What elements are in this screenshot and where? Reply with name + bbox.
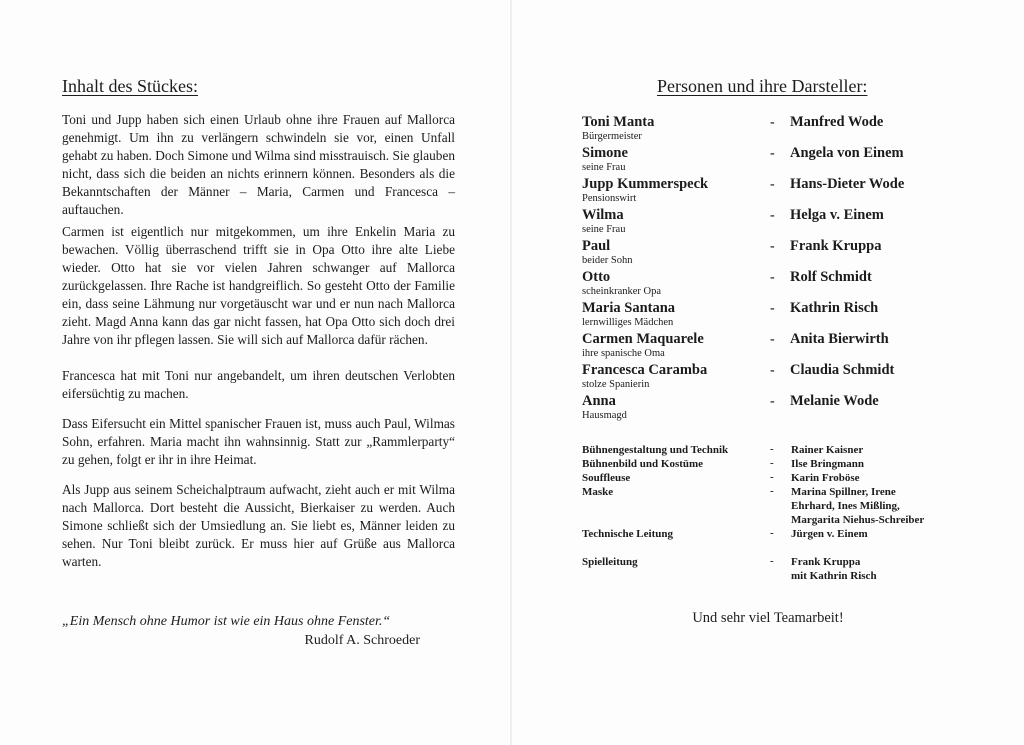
crew-label: Maske: [582, 486, 614, 498]
crew-dash: -: [770, 485, 774, 497]
quote-text: „Ein Mensch ohne Humor ist wie ein Haus ohne Fenster.“: [62, 614, 391, 629]
crew-label: Technische Leitung: [582, 528, 673, 540]
role-name: Francesca Caramba: [582, 362, 708, 378]
crew-value-line: Ehrhard, Ines Mißling,: [791, 500, 900, 512]
crew-value-line: Ilse Bringmann: [791, 458, 865, 470]
role-description: Pensionswirt: [582, 193, 637, 204]
closing-line: Und sehr viel Teamarbeit!: [692, 610, 844, 626]
role-description: Bürgermeister: [582, 131, 642, 142]
cast-role: [582, 145, 628, 174]
role-description: seine Frau: [582, 224, 626, 235]
paragraph-4: Dass Eifersucht ein Mittel spanischer Frauen ist, muss auch Paul, Wilmas Sohn, erfahren. Maria macht ihn wahnsinnig. Statt zur „Rammlerparty“ zu gehen, folgt er ihr in ihre Heimat.: [62, 416, 455, 467]
crew-value: [791, 527, 868, 541]
actor-name: Hans-Dieter Wode: [790, 176, 905, 192]
role-name: Wilma: [582, 207, 624, 223]
actor-name: Helga v. Einem: [790, 207, 884, 223]
role-name: Toni Manta: [582, 114, 655, 130]
role-description: beider Sohn: [582, 255, 633, 266]
cast-dash: -: [770, 146, 775, 161]
actor-name: Melanie Wode: [790, 393, 879, 409]
crew-value: [791, 471, 860, 485]
actor-name: Anita Bierwirth: [790, 331, 889, 347]
role-description: scheinkranker Opa: [582, 286, 662, 297]
cast-role: [582, 114, 654, 143]
cast-dash: -: [770, 270, 775, 285]
role-name: Jupp Kummerspeck: [582, 176, 709, 192]
crew-label: Bühnenbild und Kostüme: [582, 458, 704, 470]
role-name: Simone: [582, 145, 628, 161]
crew-value-line: Karin Froböse: [791, 472, 860, 484]
cast-dash: -: [770, 394, 775, 409]
actor-name: Claudia Schmidt: [790, 362, 895, 378]
paragraph-2: Carmen ist eigentlich nur mitgekommen, um ihre Enkelin Maria zu bewachen. Völlig überraschend trifft sie in Opa Otto ihre alte Liebe wieder. Otto hat sie vor vielen Jahren schwanger auf Mallorca zurückgelassen. Ihre Rache ist handgreiflich. So gesteht Otto der Familie ein, dass seine Lähmung nur vorgetäuscht war und er nun nach Mallorca zieht. Magd Anna kann das gar nicht fassen, hat Opa Otto sich doch drei Jahre von ihr pflegen lassen. Sie will sich auf Mallorca dafür rächen.: [62, 224, 455, 347]
cast-dash: -: [770, 177, 775, 192]
role-name: Otto: [582, 269, 611, 285]
quote-author: Rudolf A. Schroeder: [304, 633, 420, 648]
cast-role: [582, 238, 632, 267]
cast-dash: -: [770, 363, 775, 378]
role-name: Carmen Maquarele: [582, 331, 704, 347]
crew-dash: -: [770, 471, 774, 483]
cast-dash: -: [770, 239, 775, 254]
role-description: seine Frau: [582, 162, 626, 173]
cast-role: [582, 393, 627, 422]
cast-dash: -: [770, 332, 775, 347]
role-name: Paul: [582, 238, 611, 254]
crew-value-line: Marina Spillner, Irene: [791, 486, 896, 498]
crew-value: [791, 457, 864, 471]
content-heading: Inhalt des Stückes:: [62, 76, 198, 96]
actor-name: Frank Kruppa: [790, 238, 882, 254]
cast-dash: -: [770, 208, 775, 223]
actor-name: Rolf Schmidt: [790, 269, 872, 285]
crew-value-line: mit Kathrin Risch: [791, 570, 877, 582]
paragraph-5: Als Jupp aus seinem Scheichalptraum aufwacht, zieht auch er mit Wilma nach Mallorca. Dort besteht die Aussicht, Bierkaiser zu werden. Auch Simone schließt sich der Umsiedlung an. Sie liebt es, Männer leiden zu sehen. Nur Toni bleibt zurück. Er muss hier auf Grüße aus Mallorca warten.: [62, 482, 455, 569]
cast-heading: Personen und ihre Darsteller:: [657, 76, 868, 96]
role-description: stolze Spanierin: [582, 379, 650, 390]
crew-value-line: Jürgen v. Einem: [791, 528, 868, 540]
crew-label: Souffleuse: [582, 472, 631, 484]
crew-label: Bühnengestaltung und Technik: [582, 444, 729, 456]
actor-name: Manfred Wode: [790, 114, 884, 130]
cast-role: [582, 331, 704, 360]
crew-value-line: Frank Kruppa: [791, 556, 861, 568]
cast-role: [582, 269, 661, 298]
role-name: Maria Santana: [582, 300, 676, 316]
cast-role: [582, 207, 625, 236]
quote-block: [62, 612, 432, 650]
crew-value-line: Rainer Kaisner: [791, 444, 864, 456]
cast-role: [582, 176, 708, 205]
crew-value: [791, 443, 863, 457]
cast-role: [582, 362, 707, 391]
role-description: Hausmagd: [582, 410, 627, 421]
crew-dash: -: [770, 555, 774, 567]
paragraph-1: Toni und Jupp haben sich einen Urlaub ohne ihre Frauen auf Mallorca genehmigt. Um ihn zu verlängern schwindeln sie vor, einen Unfall gehabt zu haben. Doch Simone und Wilma sind misstrauisch. Sie glauben nicht, dass sich die beiden an nichts erinnern können. Besonders als die Bekanntschaften der Männer – Maria, Carmen und Francesca – auftauchen.: [62, 112, 455, 217]
role-description: ihre spanische Oma: [582, 348, 665, 359]
crew-dash: -: [770, 457, 774, 469]
crew-value: [791, 555, 877, 583]
crew-dash: -: [770, 527, 774, 539]
crew-dash: -: [770, 443, 774, 455]
role-name: Anna: [582, 393, 616, 409]
actor-name: Angela von Einem: [790, 145, 904, 161]
crew-value-line: Margarita Niehus-Schreiber: [791, 514, 925, 526]
right-page: [512, 0, 1024, 745]
actor-name: Kathrin Risch: [790, 300, 879, 316]
crew-label: Spielleitung: [582, 556, 638, 568]
paragraph-3: Francesca hat mit Toni nur angebandelt, um ihren deutschen Verlobten eifersüchtig zu machen.: [62, 368, 455, 401]
role-description: lernwilliges Mädchen: [582, 317, 674, 328]
crew-value: [791, 485, 924, 527]
cast-role: [582, 300, 675, 329]
cast-dash: -: [770, 115, 775, 130]
cast-dash: -: [770, 301, 775, 316]
